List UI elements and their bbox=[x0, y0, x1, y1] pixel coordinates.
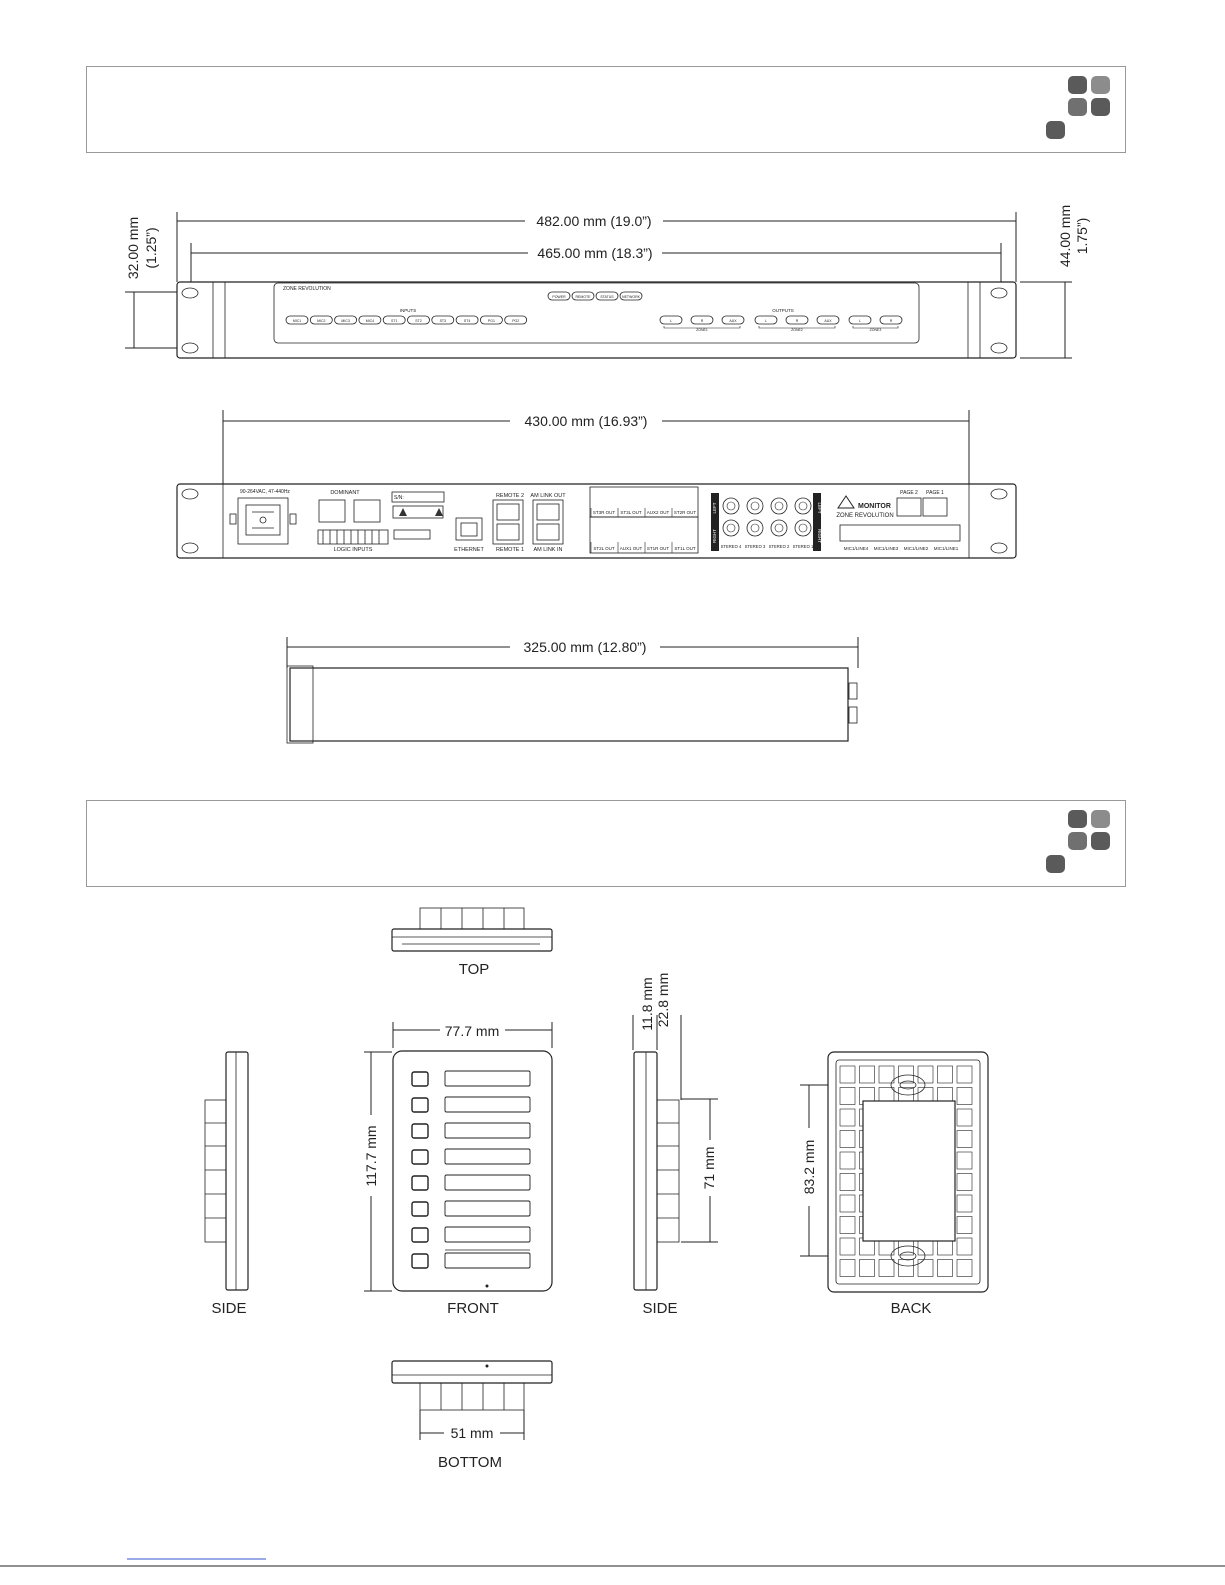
dim-panel-width: 77.7 mm bbox=[444, 1023, 500, 1039]
zone-rev-label: ZONE REVOLUTION bbox=[836, 513, 894, 519]
input-button-label: ST4 bbox=[463, 319, 471, 323]
dim-right-b: 1.75”) bbox=[1074, 217, 1090, 255]
am-link-in-label: AM LINK IN bbox=[533, 547, 563, 553]
outputs-label: OUTPUTS bbox=[772, 308, 794, 313]
panel-top-view bbox=[392, 908, 552, 978]
panel-key-label-window bbox=[445, 1227, 530, 1242]
dim-depth-b: 22.8 mm bbox=[655, 972, 671, 1028]
panel-side-right bbox=[633, 973, 718, 1317]
dim-back: 83.2 mm bbox=[801, 1139, 817, 1195]
dim-mount-width: 465.00 mm (18.3”) bbox=[537, 245, 653, 261]
panel-bottom-view bbox=[392, 1361, 552, 1471]
dim-depth-a: 11.8 mm bbox=[639, 977, 655, 1031]
dim-overall-width: 482.00 mm (19.0”) bbox=[536, 213, 652, 229]
power-label: 90-264VAC, 47-440Hz bbox=[240, 489, 290, 495]
panel-key-button[interactable] bbox=[412, 1098, 428, 1112]
input-button-label: MIC2 bbox=[317, 319, 326, 323]
panel-back-view bbox=[800, 1052, 988, 1317]
status-button-label: STATUS bbox=[600, 295, 614, 299]
dim-rear-width: 430.00 mm (16.93”) bbox=[524, 413, 648, 429]
dim-side: 71 mm bbox=[701, 1146, 717, 1190]
zone-button-label: R bbox=[795, 319, 799, 323]
stereo-label: STEREO 1 bbox=[792, 544, 814, 549]
panel-key-label-window bbox=[445, 1253, 530, 1268]
rca-jack-icon bbox=[747, 520, 763, 536]
zone-button-label: AUX bbox=[729, 319, 737, 323]
zone-button-label: AUX bbox=[824, 319, 832, 323]
bottom-label: BOTTOM bbox=[438, 1454, 502, 1471]
panel-key-button[interactable] bbox=[412, 1254, 428, 1268]
dim-left-a: 32.00 mm bbox=[125, 216, 141, 280]
panel-key-button[interactable] bbox=[412, 1228, 428, 1242]
right-label: RIGHT bbox=[712, 529, 717, 543]
panel-key-label-window bbox=[445, 1123, 530, 1138]
stereo-label: STEREO 4 bbox=[720, 544, 742, 549]
output-label-bottom: ST2L OUT bbox=[593, 546, 615, 551]
status-button-label: REMOTE bbox=[575, 295, 591, 299]
input-button-label: MIC4 bbox=[365, 319, 375, 323]
mic-label: MIC1/LINE1 bbox=[933, 546, 959, 551]
dim-panel-height: 117.7 mm bbox=[363, 1125, 379, 1187]
panel-key-label-window bbox=[445, 1175, 530, 1190]
remote1-label: REMOTE 1 bbox=[495, 547, 525, 553]
am-link-out-label: AM LINK OUT bbox=[530, 493, 566, 499]
page-port bbox=[923, 498, 947, 516]
rca-jack-icon bbox=[723, 520, 739, 536]
zone-label: ZONE3 bbox=[869, 328, 882, 332]
zone-button-label: R bbox=[889, 319, 893, 323]
panel-front-view bbox=[363, 1022, 552, 1317]
dim-right-a: 44.00 mm bbox=[1057, 204, 1073, 268]
output-label-top: ST3R OUT bbox=[592, 510, 616, 515]
panel-key-button[interactable] bbox=[412, 1202, 428, 1216]
input-button-label: ST3 bbox=[439, 319, 447, 323]
mic-label: MIC1/LINE4 bbox=[843, 546, 869, 551]
back-label: BACK bbox=[890, 1300, 932, 1317]
panel-key-button[interactable] bbox=[412, 1176, 428, 1190]
page-label: PAGE 1 bbox=[926, 490, 944, 496]
side-label-left: SIDE bbox=[211, 1300, 247, 1317]
panel-key-label-window bbox=[445, 1071, 530, 1086]
panel-side-left bbox=[205, 1052, 248, 1317]
page-port bbox=[897, 498, 921, 516]
zone-button-label: R bbox=[700, 319, 704, 323]
right-label-2: RIGHT bbox=[817, 529, 822, 543]
status-button-label: NETWORK bbox=[622, 295, 640, 299]
output-label-bottom: ST1L OUT bbox=[674, 546, 696, 551]
mic-label: MIC1/LINE2 bbox=[903, 546, 929, 551]
brand-logo-icon bbox=[1046, 76, 1110, 139]
logic-inputs-label: LOGIC INPUTS bbox=[333, 547, 373, 553]
rack-rear-view bbox=[177, 410, 1016, 558]
dominant-label: DOMINANT bbox=[330, 490, 360, 496]
input-button-label: MIC3 bbox=[341, 319, 350, 323]
zone-label: ZONE2 bbox=[791, 328, 803, 332]
dim-left-b: (1.25”) bbox=[143, 227, 159, 269]
side-label-right: SIDE bbox=[642, 1300, 678, 1317]
inputs-label: INPUTS bbox=[399, 308, 417, 313]
input-button-label: ST1 bbox=[390, 319, 398, 323]
rca-jack-icon bbox=[747, 498, 763, 514]
panel-key-button[interactable] bbox=[412, 1072, 428, 1086]
rack-front-view bbox=[125, 205, 1090, 358]
front-brand: ZONE REVOLUTION bbox=[283, 286, 331, 292]
zone-button-label: L bbox=[859, 319, 861, 323]
rack-side-view bbox=[287, 637, 858, 743]
output-label-bottom: ST1R OUT bbox=[646, 546, 670, 551]
panel-key-label-window bbox=[445, 1201, 530, 1216]
output-label-top: ST2R OUT bbox=[673, 510, 697, 515]
output-label-bottom: AUX1 OUT bbox=[619, 546, 643, 551]
zone-label: ZONE1 bbox=[696, 328, 708, 332]
panel-key-label-window bbox=[445, 1097, 530, 1112]
panel-key-button[interactable] bbox=[412, 1124, 428, 1138]
rca-jack-icon bbox=[723, 498, 739, 514]
status-button-label: POWER bbox=[552, 295, 566, 299]
rca-jack-icon bbox=[771, 520, 787, 536]
sn-label: S/N: bbox=[394, 495, 404, 501]
stereo-label: STEREO 3 bbox=[744, 544, 766, 549]
zone-button-label: L bbox=[765, 319, 767, 323]
rca-jack-icon bbox=[771, 498, 787, 514]
output-label-top: AUX2 OUT bbox=[646, 510, 670, 515]
input-button-label: ST2 bbox=[415, 319, 422, 323]
mic-label: MIC1/LINE3 bbox=[873, 546, 899, 551]
panel-key-label-window bbox=[445, 1149, 530, 1164]
rca-jack-icon bbox=[795, 520, 811, 536]
top-label: TOP bbox=[458, 961, 490, 978]
left-label: LEFT bbox=[712, 502, 717, 514]
input-button-label: PG2 bbox=[512, 319, 520, 323]
monitor-brand: MONITOR bbox=[858, 503, 891, 510]
left-label-2: LEFT bbox=[817, 502, 822, 514]
brand-logo-icon bbox=[1046, 810, 1110, 873]
rca-jack-icon bbox=[795, 498, 811, 514]
remote2-label: REMOTE 2 bbox=[495, 493, 525, 499]
page-label: PAGE 2 bbox=[900, 490, 918, 496]
output-label-top: ST3L OUT bbox=[620, 510, 642, 515]
ethernet-label: ETHERNET bbox=[454, 547, 484, 553]
panel-key-button[interactable] bbox=[412, 1150, 428, 1164]
input-button-label: MIC1 bbox=[292, 319, 302, 323]
zone-button-label: L bbox=[670, 319, 672, 323]
stereo-label: STEREO 2 bbox=[768, 544, 790, 549]
front-label: FRONT bbox=[447, 1300, 499, 1317]
dim-depth: 325.00 mm (12.80”) bbox=[523, 639, 647, 655]
dim-bottom: 51 mm bbox=[450, 1425, 494, 1441]
input-button-label: PG1 bbox=[487, 319, 495, 323]
